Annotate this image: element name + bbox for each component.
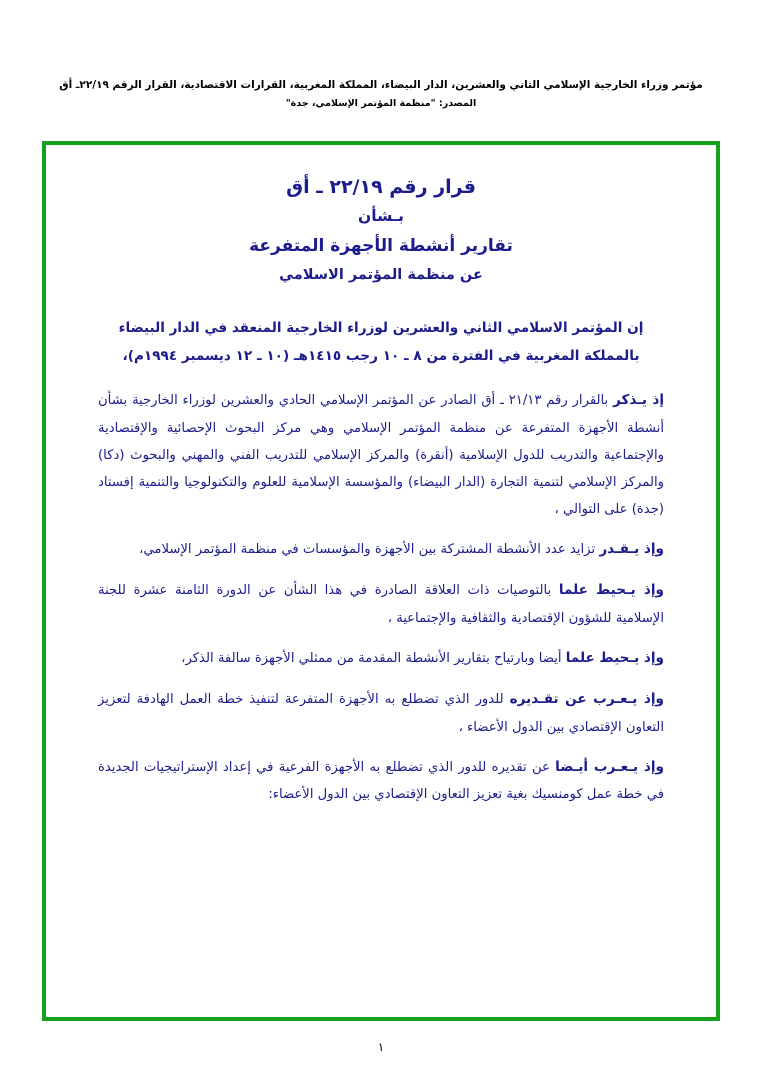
- paragraph-lead: وإذ يـعـرب أيـضا: [555, 758, 664, 775]
- body-paragraph: [98, 686, 664, 741]
- resolution-body: [98, 315, 664, 808]
- resolution-subject-line1: تقارير أنشطة الأجهزة المتفرعة: [249, 235, 513, 256]
- header-source-line: مؤتمر وزراء الخارجية الإسلامي الثاني والعشرين، الدار البيضاء، المملكة المغربية، القرارات الاقتصادية، القرار الرقم ٢٢/١٩ـ أق: [59, 79, 703, 91]
- document-header: [0, 78, 762, 111]
- body-paragraph: [98, 536, 664, 564]
- paragraph-lead: وإذ يـحيط علما: [558, 581, 665, 598]
- paragraph-text: بالقرار رقم ٢١/١٣ ـ أق الصادر عن المؤتمر الإسلامي الحادي والعشرين لوزراء الخارجية بشأن أنشطة الأجهزة المتفرعة عن منظمة المؤتمر الإسلامي وهي مركز البحوث الإحصائية والإقتصادية والإجتماعية والتدريب للدول الإسلامية (أنقرة) والمركز الإسلامي للتدريب الفني والمهني والبحوث (دكا) والمركز الإسلامي لتنمية التجارة (الدار البيضاء) والمؤسسة الإسلامية للعلوم والتكنولوجيا والتنمية إفستاد (جدة) على التوالي ،: [98, 392, 664, 517]
- paragraph-lead: إذ يـذكر: [613, 391, 664, 408]
- resolution-subject-line2: عن منظمة المؤتمر الاسلامي: [279, 266, 483, 283]
- header-subsource-line: المصدر: "منظمة المؤتمر الإسلامي، جدة": [285, 97, 477, 109]
- paragraph-lead: وإذ يـعـرب عن تقـديره: [509, 690, 664, 707]
- paragraph-text: أيضا وبارتياح بتقارير الأنشطة المقدمة من ممثلي الأجهزة سالفة الذكر،: [181, 650, 566, 666]
- body-intro-paragraph: إن المؤتمر الاسلامي الثاني والعشرين لوزراء الخارجية المنعقد في الدار البيضاء بالمملكة المغربية في الفترة من ٨ ـ ١٠ رجب ١٤١٥هـ (١٠ ـ ١٢ ديسمبر ١٩٩٤م)،: [118, 320, 644, 365]
- bordered-content-frame: [42, 141, 720, 1021]
- paragraph-lead: وإذ يـقـدر: [599, 541, 664, 557]
- paragraph-lead: وإذ يـحيط علما: [565, 649, 664, 666]
- paragraph-text: بالتوصيات ذات العلاقة الصادرة في هذا الشأن عن الدورة الثامنة عشرة للجنة الإسلامية للشؤون الإقتصادية والثقافية والإجتماعية ،: [98, 582, 664, 626]
- body-paragraph: [98, 645, 664, 673]
- page-number: ١: [377, 1040, 385, 1054]
- paragraph-text: عن تقديره للدور الذي تضطلع به الأجهزة الفرعية في إعداد الإستراتيجيات الجديدة في خطة عمل كومنسيك بغية تعزيز التعاون الإقتصادي بين الدول الأعضاء:: [98, 759, 664, 803]
- body-paragraph: [98, 577, 664, 632]
- paragraph-text: للدور الذي تضطلع به الأجهزة المتفرعة لتنفيذ خطة العمل الهادفة لتعزيز التعاون الإقتصادي بين الدول الأعضاء ،: [98, 691, 664, 735]
- paragraph-text: تزايد عدد الأنشطة المشتركة بين الأجهزة والمؤسسات في منظمة المؤتمر الإسلامي،: [139, 542, 600, 557]
- resolution-subject-label: بـشأن: [358, 207, 404, 226]
- frame-inner: [46, 145, 716, 841]
- body-paragraph: [98, 754, 664, 809]
- body-paragraph: [98, 387, 664, 523]
- resolution-number: قرار رقم ٢٢/١٩ ـ أق: [286, 176, 476, 198]
- resolution-title-block: [98, 173, 664, 289]
